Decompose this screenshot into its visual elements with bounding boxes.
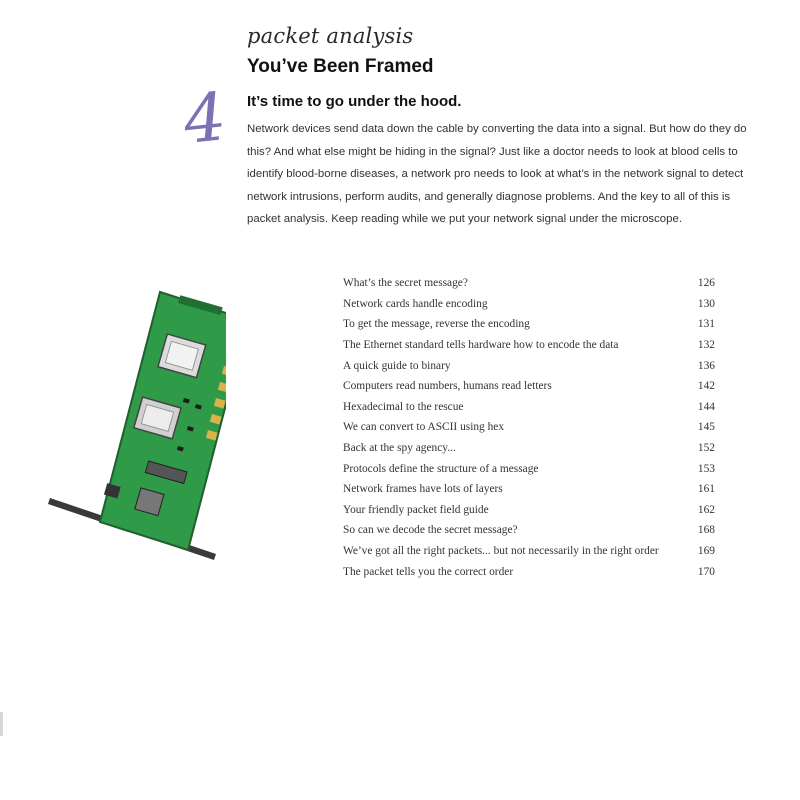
chapter-kicker: packet analysis bbox=[247, 24, 414, 48]
chapter-number: 4 bbox=[180, 78, 230, 159]
toc-title: Back at the spy agency... bbox=[343, 442, 456, 455]
toc-row bbox=[343, 273, 715, 294]
toc-title: What’s the secret message? bbox=[343, 277, 468, 290]
chapter-title: You’ve Been Framed bbox=[247, 56, 434, 77]
toc-title: We can convert to ASCII using hex bbox=[343, 421, 505, 434]
page-edge-mark bbox=[0, 712, 3, 736]
toc-row bbox=[343, 397, 715, 418]
toc-title: Hexadecimal to the rescue bbox=[343, 400, 464, 413]
toc-page-number: 144 bbox=[697, 400, 715, 413]
toc-title: Your friendly packet field guide bbox=[343, 503, 489, 516]
toc-page-number: 126 bbox=[697, 277, 715, 290]
toc-row bbox=[343, 479, 715, 500]
toc-title: So can we decode the secret message? bbox=[343, 524, 518, 537]
toc-row bbox=[343, 314, 715, 335]
intro-body bbox=[247, 118, 747, 231]
toc-page-number: 130 bbox=[697, 297, 715, 310]
toc-page-number: 142 bbox=[697, 380, 715, 393]
intro-heading: It’s time to go under the hood. bbox=[247, 93, 462, 110]
toc-row bbox=[343, 458, 715, 479]
toc-row bbox=[343, 417, 715, 438]
toc-title: Protocols define the structure of a message bbox=[343, 462, 539, 475]
toc-row bbox=[343, 376, 715, 397]
toc-title: The Ethernet standard tells hardware how to encode the data bbox=[343, 339, 619, 352]
toc-page-number: 169 bbox=[697, 545, 715, 558]
toc-page-number: 132 bbox=[697, 339, 715, 352]
toc-page-number: 145 bbox=[697, 421, 715, 434]
toc-page-number: 131 bbox=[697, 318, 715, 331]
toc-title: We’ve got all the right packets... but not necessarily in the right order bbox=[343, 545, 659, 558]
toc-page-number: 161 bbox=[697, 483, 715, 496]
toc-page-number: 170 bbox=[697, 565, 715, 578]
toc-row bbox=[343, 335, 715, 356]
toc-title: Network cards handle encoding bbox=[343, 297, 488, 310]
toc-row bbox=[343, 294, 715, 315]
toc-page-number: 152 bbox=[697, 442, 715, 455]
toc-page-number: 162 bbox=[697, 503, 715, 516]
toc-title: Computers read numbers, humans read letters bbox=[343, 380, 552, 393]
toc-title: The packet tells you the correct order bbox=[343, 565, 514, 578]
toc-row bbox=[343, 541, 715, 562]
toc-row bbox=[343, 438, 715, 459]
toc-title: A quick guide to binary bbox=[343, 359, 451, 372]
network-card-icon bbox=[46, 286, 226, 571]
intro-paragraph: Network devices send data down the cable by converting the data into a signal. But how do they do this? And what else might be hiding in the signal? Just like a doctor needs to look at blood cells to identify blood-borne diseases, a network pro needs to look at what’s in the network signal to detect network intrusions, perform audits, and generally diagnose problems. And the key to all of this is packet analysis. Keep reading while we put your network signal under the microscope. bbox=[247, 123, 747, 225]
toc-row bbox=[343, 520, 715, 541]
toc-page-number: 168 bbox=[697, 524, 715, 537]
toc-title: Network frames have lots of layers bbox=[343, 483, 503, 496]
toc-row bbox=[343, 355, 715, 376]
toc-row bbox=[343, 500, 715, 521]
table-of-contents bbox=[343, 273, 715, 582]
toc-row bbox=[343, 561, 715, 582]
toc-page-number: 136 bbox=[697, 359, 715, 372]
toc-page-number: 153 bbox=[697, 462, 715, 475]
toc-title: To get the message, reverse the encoding bbox=[343, 318, 530, 331]
